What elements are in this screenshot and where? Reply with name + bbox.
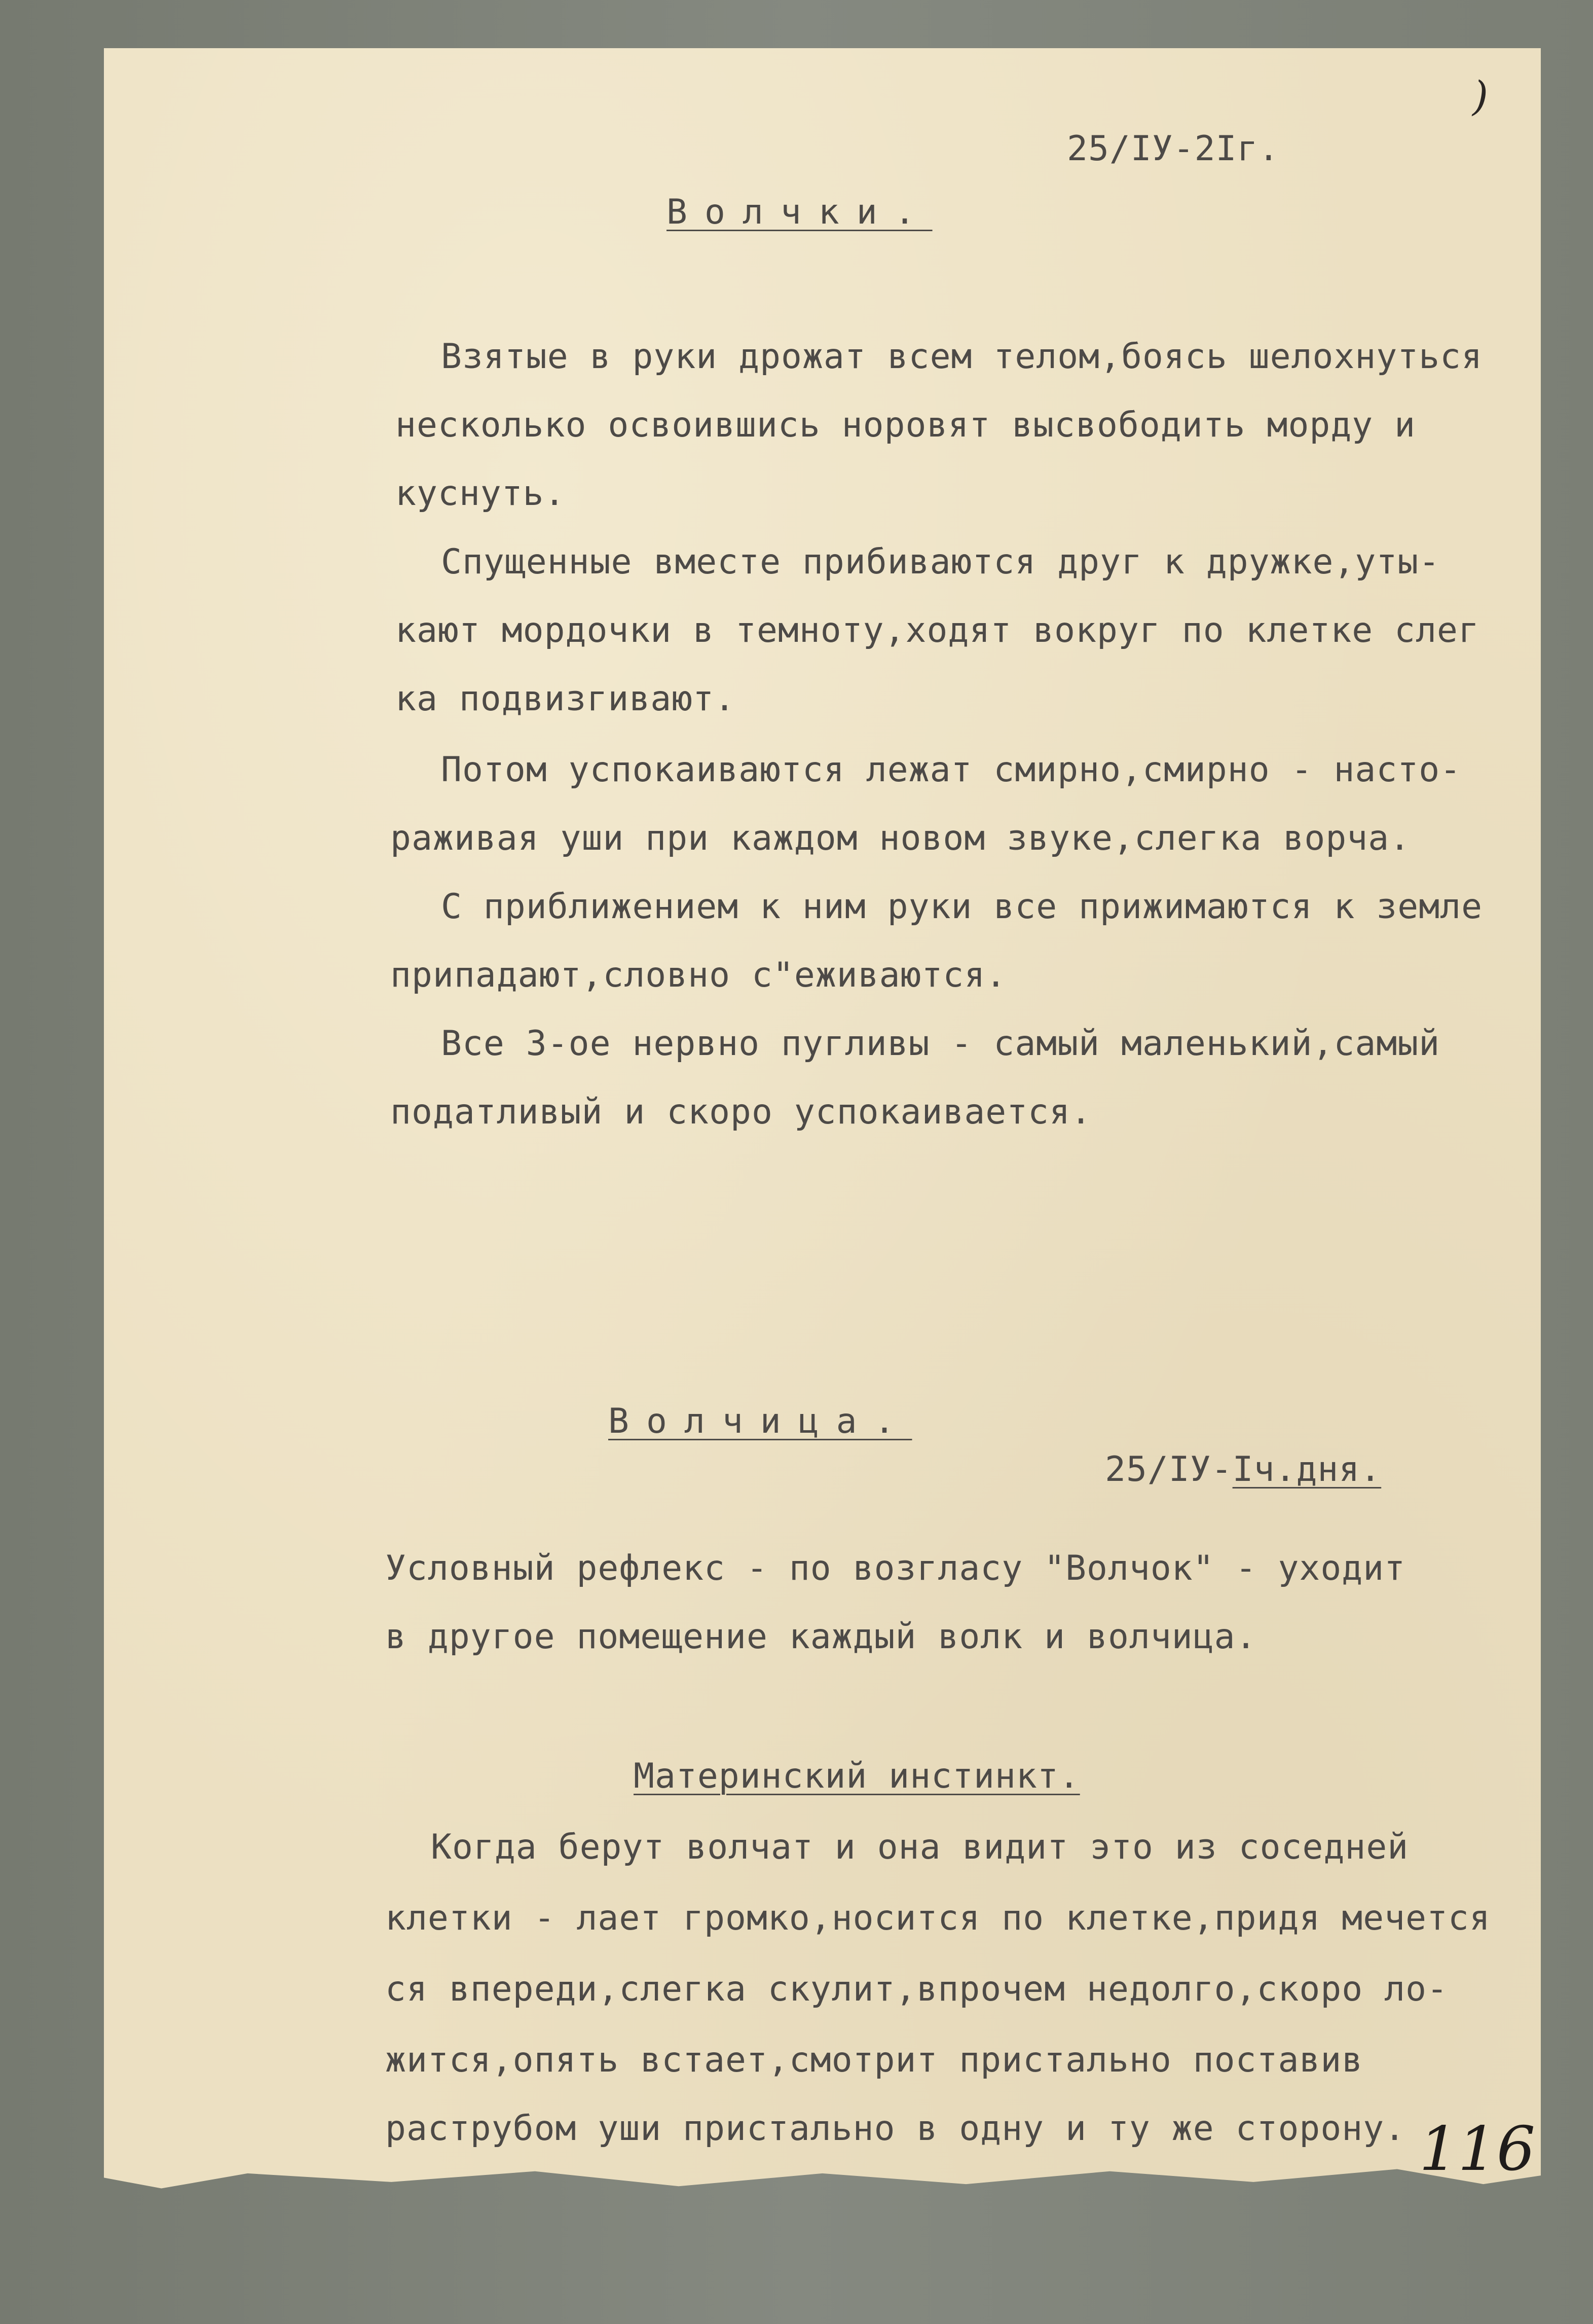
section3-line-5: раструбом уши пристально в одну и ту же сторону. bbox=[385, 2109, 1406, 2149]
section-title-volchitsa: Волчица. bbox=[608, 1401, 912, 1441]
section1-line-7: Потом успокаиваются лежат смирно,смирно - насто- bbox=[441, 750, 1462, 790]
section3-line-1: Когда берут волчат и она видит это из соседней bbox=[431, 1827, 1409, 1867]
section3-line-3: ся впереди,слегка скулит,впрочем недолго,скоро ло- bbox=[385, 1969, 1448, 2009]
section1-line-3: куснуть. bbox=[395, 474, 566, 514]
section1-line-1: Взятые в руки дрожат всем телом,боясь шелохнуться bbox=[441, 337, 1483, 377]
handwritten-page-number: 116 bbox=[1419, 2114, 1536, 2185]
section1-line-11: Все 3-ое нервно пугливы - самый маленький,самый bbox=[441, 1024, 1440, 1064]
section1-line-8: раживая уши при каждом новом звуке,слегка ворча. bbox=[390, 818, 1411, 858]
section2-date-prefix: 25/IУ- bbox=[1105, 1449, 1233, 1490]
section1-line-12: податливый и скоро успокаивается. bbox=[390, 1092, 1092, 1132]
section1-line-5: кают мордочки в темноту,ходят вокруг по клетке слег bbox=[395, 610, 1479, 650]
section1-line-9: С приближением к ним руки все прижимаются к земле bbox=[441, 887, 1483, 927]
section1-line-10: припадают,словно с"еживаются. bbox=[390, 955, 1007, 995]
section2-line-2: в другое помещение каждый волк и волчица. bbox=[385, 1617, 1257, 1657]
date-top: 25/IУ-2Iг. bbox=[1067, 129, 1280, 169]
folio-mark: ) bbox=[1472, 72, 1489, 120]
section2-date-time: Iч.дня. bbox=[1232, 1449, 1382, 1490]
section-title-volchki: Волчки. bbox=[666, 192, 933, 232]
section1-line-6: ка подвизгивают. bbox=[395, 679, 736, 719]
section3-line-2: клетки - лает громко,носится по клетке,придя мечется bbox=[385, 1898, 1491, 1938]
section1-line-2: несколько освоившись норовят высвободить морду и bbox=[395, 405, 1416, 445]
section2-line-1: Условный рефлекс - по возгласу "Волчок" - уходит bbox=[385, 1548, 1406, 1588]
section-title-maternal-instinct: Материнский инстинкт. bbox=[634, 1756, 1080, 1796]
section2-date bbox=[1105, 1449, 1382, 1490]
section3-line-4: жится,опять встает,смотрит пристально поставив bbox=[385, 2040, 1363, 2080]
section1-line-4: Спущенные вместе прибиваются друг к дружке,уты- bbox=[441, 542, 1440, 582]
